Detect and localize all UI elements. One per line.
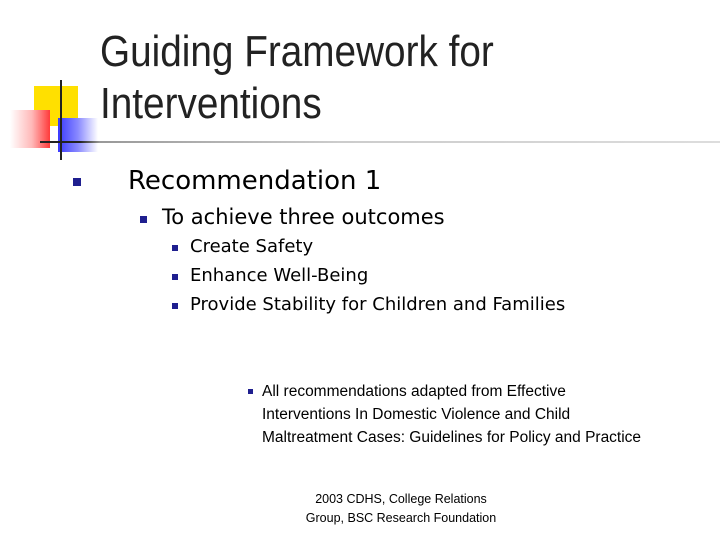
- footer-line: 2003 CDHS, College Relations: [315, 492, 487, 506]
- bullet-square-icon: [172, 245, 178, 251]
- source-note-line: All recommendations adapted from Effective: [262, 383, 566, 400]
- slide-title: [100, 26, 628, 130]
- slide-footer: [290, 490, 512, 528]
- outcome-item: Provide Stability for Children and Families: [190, 294, 566, 315]
- source-note-line: Interventions In Domestic Violence and Child: [262, 406, 571, 423]
- slide-title-line-2: Interventions: [100, 79, 322, 128]
- outcome-item: Create Safety: [190, 236, 314, 257]
- bullet-recommendation: Recommendation 1: [128, 166, 382, 196]
- source-note: [262, 380, 641, 449]
- decor-vertical-line: [60, 80, 62, 160]
- outcome-item: Enhance Well-Being: [190, 265, 369, 286]
- source-note-line: Maltreatment Cases: Guidelines for Policy and Practice: [262, 429, 642, 446]
- bullet-square-icon: [172, 274, 178, 280]
- slide-title-line-1: Guiding Framework for: [100, 27, 494, 76]
- bullet-square-icon: [73, 178, 81, 186]
- bullet-outcomes-intro: To achieve three outcomes: [162, 205, 445, 229]
- footer-line: Group, BSC Research Foundation: [305, 511, 497, 525]
- decor-blue-square: [58, 118, 98, 152]
- bullet-square-icon: [248, 389, 253, 394]
- title-underline: [40, 141, 720, 143]
- bullet-square-icon: [140, 216, 147, 223]
- bullet-square-icon: [172, 303, 178, 309]
